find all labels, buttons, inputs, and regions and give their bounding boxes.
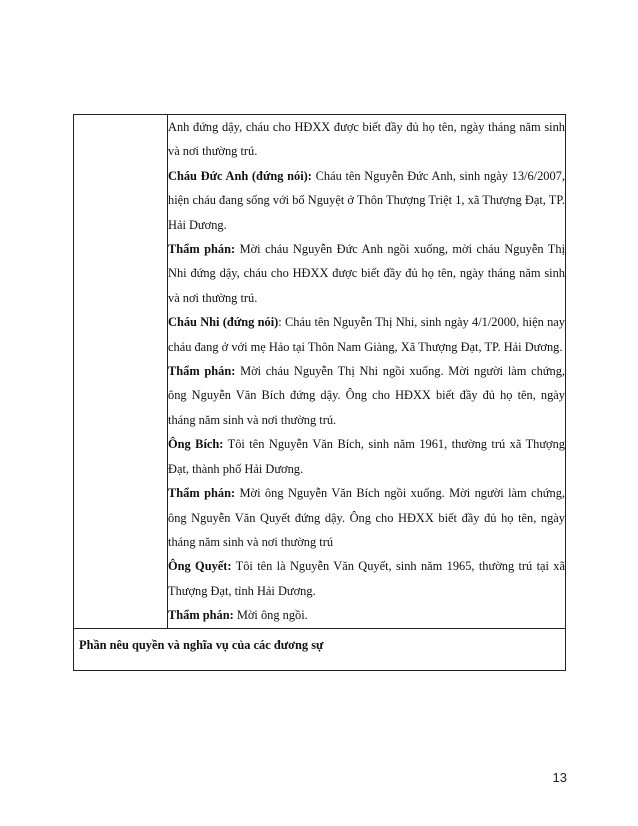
dialogue-text: Mời cháu Nguyễn Thị Nhi ngồi xuống. Mời người làm chứng, ông Nguyễn Văn Bích đứng dậy. Ông cho HĐXX biết đầy đủ họ tên, ngày tháng năm sinh và nơi thường trú. <box>168 364 566 427</box>
page-number: 13 <box>552 770 567 785</box>
speaker-label: Cháu Đức Anh (đứng nói): <box>168 168 312 183</box>
dialogue-text: Anh đứng dậy, cháu cho HĐXX được biết đầy đủ họ tên, ngày tháng năm sinh và nơi thường trú. <box>168 120 565 159</box>
speaker-label: Cháu Nhi (đứng nói) <box>168 315 279 330</box>
dialogue-line <box>168 554 565 603</box>
dialogue-line <box>168 310 565 359</box>
dialogue-line <box>168 237 565 310</box>
section-heading-row <box>74 628 566 670</box>
dialogue-line <box>168 359 565 432</box>
dialogue-text: Mời cháu Nguyễn Đức Anh ngồi xuống, mời cháu Nguyễn Thị Nhi đứng dậy, cháu cho HĐXX được biết đầy đủ họ tên, ngày tháng năm sinh và nơi thường trú. <box>168 242 566 305</box>
dialogue-text: Mời ông Nguyễn Văn Bích ngồi xuống. Mời người làm chứng, ông Nguyễn Văn Quyết đứng dậy. Ông cho HĐXX biết đầy đủ họ tên, ngày tháng năm sinh và nơi thường trú <box>168 486 566 549</box>
speaker-label: Thẩm phán: <box>168 486 236 501</box>
speaker-label: Ông Bích: <box>168 437 224 452</box>
speaker-label: Thẩm phán: <box>168 608 234 623</box>
section-heading: Phần nêu quyền và nghĩa vụ của các đương sự <box>74 628 566 670</box>
dialogue-text: Cháu tên Nguyễn Đức Anh, sinh ngày 13/6/2007, hiện cháu đang sống với bố Nguyệt ở Thôn Thượng Triệt 1, xã Thượng Đạt, TP. Hải Dương. <box>168 168 565 232</box>
dialogue-text: Mời ông ngồi. <box>233 608 308 623</box>
dialogue-line <box>168 603 565 627</box>
transcript-table <box>73 114 566 671</box>
dialogue-text: : Cháu tên Nguyễn Thị Nhi, sinh ngày 4/1/2000, hiện nay cháu đang ở với mẹ Hảo tại Thôn Nam Giàng, Xã Thượng Đạt, TP. Hải Dương. <box>168 315 565 354</box>
dialogue-text: Tôi tên là Nguyễn Văn Quyết, sinh năm 1965, thường trú tại xã Thượng Đạt, tỉnh Hải Dương. <box>168 559 565 598</box>
dialogue-line <box>168 115 565 164</box>
dialogue-text: Tôi tên Nguyễn Văn Bích, sinh năm 1961, thường trú xã Thượng Đạt, thành phố Hải Dương. <box>168 437 565 476</box>
speaker-label: Ông Quyết: <box>168 559 232 574</box>
dialogue-line <box>168 164 565 237</box>
speaker-label: Thẩm phán: <box>168 242 236 257</box>
dialogue-line <box>168 481 565 554</box>
dialogue-cell <box>168 115 566 629</box>
transcript-row <box>74 115 566 629</box>
speaker-label: Thẩm phán: <box>168 364 236 379</box>
left-column-cell <box>74 115 168 629</box>
dialogue-line <box>168 432 565 481</box>
